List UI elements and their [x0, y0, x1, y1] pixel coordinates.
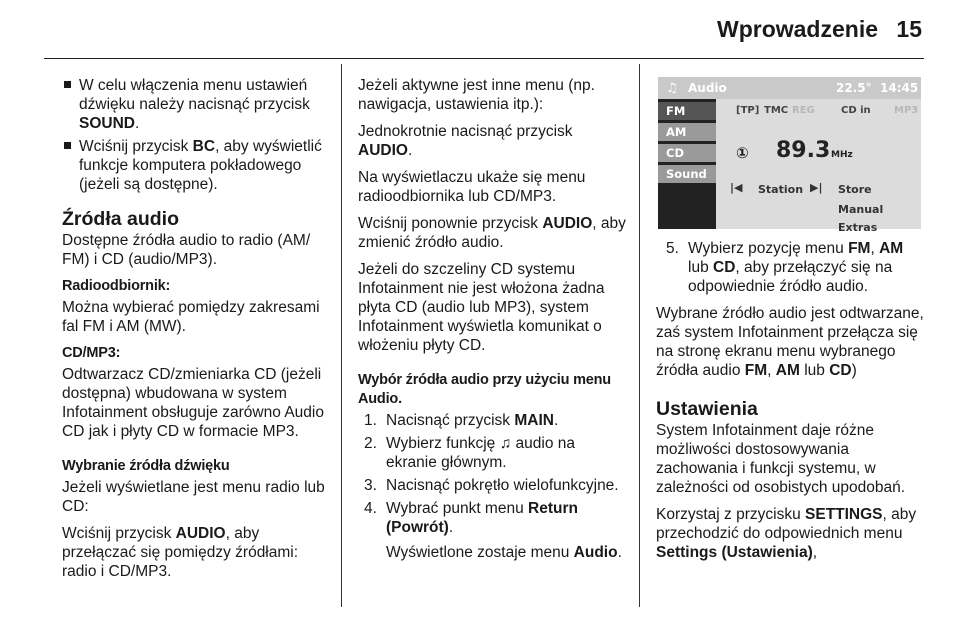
seek-forward-icon: ▶| [810, 181, 823, 194]
text: Wybrać punkt menu [386, 500, 529, 517]
step-number: 1. [364, 412, 377, 429]
header-rule [44, 58, 924, 59]
text: , aby przełączyć się na odpowiednie źródło audio. [688, 259, 893, 295]
section-title-audio-sources: Źródła audio [62, 208, 179, 230]
screen-top-bar [658, 77, 921, 99]
menu-name-settings: Settings (Ustawienia) [656, 544, 813, 561]
screen-menu-sound: Sound [658, 165, 716, 183]
select-source-text: Jeżeli wyświetlane jest menu radio lub CD: [62, 479, 325, 515]
select-via-menu-label: Wybór źródła audio przy użyciu menu Audio. [358, 372, 611, 407]
button-name-audio: AUDIO [358, 142, 408, 159]
frequency-value: 89.3 [776, 138, 831, 163]
settings-intro: System Infotainment daje różne możliwości dostosowywania zachowania i funkcji systemu, w zależności od osobistych upodobań. [656, 422, 906, 496]
radio-label: Radioodbiornik: [62, 278, 171, 294]
music-note-icon: ♫ [666, 81, 678, 96]
text: Wyświetlone zostaje menu [386, 544, 574, 561]
menu-item-cd: CD [713, 259, 736, 276]
text: Wybierz funkcję [386, 435, 500, 452]
no-cd-text: Jeżeli do szczeliny CD systemu Infotainment nie jest włożona żadna płyta CD (audio lub MP3), system Infotainment wyświetla komunikat o włożeniu płyty CD. [358, 261, 605, 354]
bullet-bc [62, 137, 330, 194]
screen-title: Audio [688, 81, 727, 95]
text: lub [799, 362, 830, 379]
step-4 [364, 499, 628, 562]
button-name-sound: SOUND [79, 115, 135, 132]
reg-indicator: REG [792, 105, 815, 116]
text: ) [851, 362, 857, 379]
text: Wciśnij ponownie przycisk [358, 215, 543, 232]
button-name-audio: AUDIO [175, 525, 226, 542]
text: , [870, 240, 880, 257]
column-2 [358, 76, 628, 570]
text: Jednokrotnie nacisnąć przycisk [358, 123, 573, 140]
intro-text: Dostępne źródła audio to radio (AM/ FM) i CD (audio/MP3). [62, 232, 311, 268]
column-divider-1 [341, 64, 342, 607]
option-extras: Extras [838, 221, 878, 234]
select-source-label: Wybranie źródła dźwięku [62, 458, 230, 474]
bullet-square-icon [64, 142, 71, 149]
screen-temperature: 22.5° [836, 81, 872, 95]
menu-item-am: AM [879, 240, 904, 257]
menu-item-fm: FM [744, 362, 768, 379]
text: , aby wyświetlić funkcje komputera pokładowego (jeżeli są dostępne). [79, 138, 322, 193]
text: Nacisnąć przycisk [386, 412, 515, 429]
menu-item-return: Return (Powrót) [386, 500, 578, 536]
selected-source-text [656, 304, 924, 380]
page-header [0, 0, 960, 66]
section-title-settings: Ustawienia [656, 398, 758, 420]
music-note-icon: ♫ [499, 435, 512, 452]
press-audio-once [358, 122, 628, 160]
step-2 [364, 434, 628, 472]
step-number: 4. [364, 500, 377, 517]
text: , aby przechodzić do odpowiednich menu [656, 506, 917, 542]
seek-back-icon: |◀ [730, 181, 743, 194]
screen-menu-am: AM [658, 123, 716, 141]
cd-in-indicator: CD in [841, 105, 871, 116]
step-3 [364, 476, 628, 495]
display-menu-text: Na wyświetlaczu ukaże się menu radioodbiornika lub CD/MP3. [358, 169, 586, 205]
step-number: 2. [364, 435, 377, 452]
button-name-audio: AUDIO [542, 215, 593, 232]
menu-item-fm: FM [848, 240, 871, 257]
column-1 [62, 76, 330, 589]
step-4-continuation [386, 543, 628, 562]
option-store: Store [838, 183, 872, 196]
cd-label: CD/MP3: [62, 345, 121, 361]
radio-text: Można wybierać pomiędzy zakresami fal FM i AM (MW). [62, 299, 320, 335]
screen-time: 14:45 [880, 81, 919, 95]
text: , aby zmienić źródło audio. [358, 215, 626, 251]
preset-circle-icon: ① [736, 144, 749, 162]
press-audio-again [358, 214, 628, 252]
step-1 [364, 411, 628, 430]
other-menu-text: Jeżeli aktywne jest inne menu (np. nawigacja, ustawienia itp.): [358, 77, 595, 113]
text: lub [688, 259, 713, 276]
step-number: 3. [364, 477, 377, 494]
text: , [812, 544, 818, 561]
bullet-sound [62, 76, 330, 133]
text: audio na ekranie głównym. [386, 435, 575, 471]
column-3 [656, 239, 924, 570]
tp-indicator: [TP] [736, 105, 760, 116]
cd-text: Odtwarzacz CD/zmieniarka CD (jeżeli dostępna) wbudowana w system Infotainment obsługuje zarówno Audio CD jak i płyty CD w formacie MP3. [62, 366, 324, 440]
audio-press-text [62, 524, 330, 581]
step-5 [666, 239, 924, 296]
text: , [767, 362, 776, 379]
menu-name-audio: Audio [573, 544, 618, 561]
text: . [553, 412, 559, 429]
button-name-settings: SETTINGS [805, 506, 883, 523]
text: Wciśnij przycisk [62, 525, 176, 542]
tmc-indicator: TMC [764, 105, 789, 116]
screen-menu-fm: FM [658, 102, 716, 120]
column-divider-2 [639, 64, 640, 607]
text: . [448, 519, 454, 536]
header-title: Wprowadzenie [716, 16, 878, 42]
text: Korzystaj z przycisku [656, 506, 806, 523]
text: . [617, 544, 622, 561]
screen-content [716, 99, 921, 234]
infotainment-screen [658, 77, 921, 234]
text: , aby przełączać się pomiędzy źródłami: radio i CD/MP3. [62, 525, 299, 580]
button-name-main: MAIN [514, 412, 554, 429]
bullet-square-icon [64, 81, 71, 88]
mp3-indicator: MP3 [894, 105, 919, 116]
frequency-unit: MHz [831, 150, 853, 160]
screen-menu-cd: CD [658, 144, 716, 162]
text: . [134, 115, 140, 132]
menu-item-am: AM [775, 362, 800, 379]
button-name-bc: BC [192, 138, 216, 155]
page-number: 15 [896, 16, 922, 42]
station-label: Station [758, 183, 804, 196]
text: . [407, 142, 413, 159]
text: W celu włączenia menu ustawień dźwięku należy nacisnąć przycisk [79, 77, 310, 113]
option-manual: Manual [838, 203, 884, 216]
text: Wybrane źródło audio jest odtwarzane, zaś system Infotainment przełącza się na stronę ekranu menu wybranego źródła audio [656, 305, 924, 379]
step-number: 5. [666, 240, 679, 257]
settings-button-text [656, 505, 924, 562]
menu-item-cd: CD [829, 362, 852, 379]
text: Wybierz pozycję menu [688, 240, 849, 257]
text: Nacisnąć pokrętło wielofunkcyjne. [386, 477, 619, 494]
text: Wciśnij przycisk [79, 138, 193, 155]
